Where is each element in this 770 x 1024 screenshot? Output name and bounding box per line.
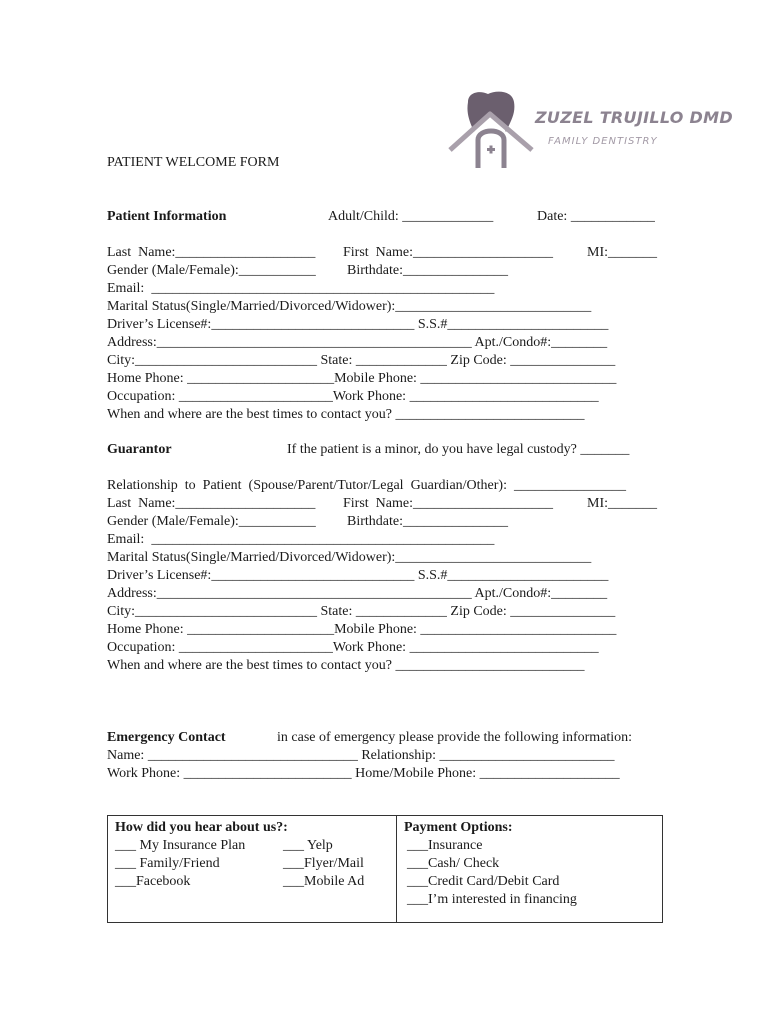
payment-option-card[interactable]: ___Credit Card/Debit Card: [407, 874, 560, 889]
patient-city-field[interactable]: City:__________________________ State: _____________ Zip Code: _______________: [107, 353, 616, 368]
box-divider: [396, 816, 397, 922]
hear-option-mobile-ad[interactable]: ___Mobile Ad: [283, 874, 365, 889]
referral-payment-box: [107, 815, 663, 923]
hear-about-heading: How did you hear about us?:: [115, 820, 288, 835]
guarantor-custody-field[interactable]: If the patient is a minor, do you have legal custody? _______: [287, 442, 630, 457]
patient-info-heading: Patient Information: [107, 209, 227, 224]
guarantor-best-times-field[interactable]: When and where are the best times to contact you? ___________________________: [107, 658, 585, 673]
guarantor-last-name-field[interactable]: Last Name:____________________: [107, 496, 316, 511]
guarantor-first-name-field[interactable]: First Name:____________________: [343, 496, 553, 511]
hear-option-flyer[interactable]: ___Flyer/Mail: [283, 856, 364, 871]
payment-option-cash[interactable]: ___Cash/ Check: [407, 856, 500, 871]
guarantor-birthdate-field[interactable]: Birthdate:_______________: [347, 514, 508, 529]
tooth-house-icon: [440, 88, 675, 170]
guarantor-address-field[interactable]: Address:_____________________________________________ Apt./Condo#:________: [107, 586, 608, 601]
payment-option-financing[interactable]: ___I’m interested in financing: [407, 892, 577, 907]
patient-occupation-field[interactable]: Occupation: ______________________Work Phone: ___________________________: [107, 389, 599, 404]
guarantor-gender-field[interactable]: Gender (Male/Female):___________: [107, 514, 316, 529]
hear-option-insurance[interactable]: ___ My Insurance Plan: [115, 838, 246, 853]
hear-option-family[interactable]: ___ Family/Friend: [115, 856, 220, 871]
patient-phone-field[interactable]: Home Phone: _____________________Mobile Phone: ____________________________: [107, 371, 617, 386]
emergency-heading: Emergency Contact: [107, 730, 226, 745]
payment-option-insurance[interactable]: ___Insurance: [407, 838, 483, 853]
form-title: PATIENT WELCOME FORM: [107, 155, 280, 170]
patient-last-name-field[interactable]: Last Name:____________________: [107, 245, 316, 260]
patient-address-field[interactable]: Address:_____________________________________________ Apt./Condo#:________: [107, 335, 608, 350]
patient-best-times-field[interactable]: When and where are the best times to contact you? ___________________________: [107, 407, 585, 422]
emergency-note: in case of emergency please provide the following information:: [277, 730, 633, 745]
emergency-phone-field[interactable]: Work Phone: ________________________ Home/Mobile Phone: ____________________: [107, 766, 620, 781]
payment-heading: Payment Options:: [404, 820, 513, 835]
logo-title: ZUZEL TRUJILLO DMD: [535, 108, 733, 127]
guarantor-mi-field[interactable]: MI:_______: [587, 496, 657, 511]
patient-gender-field[interactable]: Gender (Male/Female):___________: [107, 263, 316, 278]
patient-email-field[interactable]: Email: _________________________________________________: [107, 281, 495, 296]
guarantor-occupation-field[interactable]: Occupation: ______________________Work Phone: ___________________________: [107, 640, 599, 655]
guarantor-drivers-license-field[interactable]: Driver’s License#:_____________________________ S.S.#_______________________: [107, 568, 609, 583]
guarantor-email-field[interactable]: Email: _________________________________________________: [107, 532, 495, 547]
patient-first-name-field[interactable]: First Name:____________________: [343, 245, 553, 260]
guarantor-phone-field[interactable]: Home Phone: _____________________Mobile Phone: ____________________________: [107, 622, 617, 637]
logo-tagline: FAMILY DENTISTRY: [548, 136, 658, 147]
patient-birthdate-field[interactable]: Birthdate:_______________: [347, 263, 508, 278]
emergency-name-field[interactable]: Name: ______________________________ Relationship: _________________________: [107, 748, 615, 763]
guarantor-city-field[interactable]: City:__________________________ State: _____________ Zip Code: _______________: [107, 604, 616, 619]
practice-logo: [440, 88, 675, 170]
guarantor-heading: Guarantor: [107, 442, 172, 457]
hear-option-facebook[interactable]: ___Facebook: [115, 874, 191, 889]
patient-drivers-license-field[interactable]: Driver’s License#:_____________________________ S.S.#_______________________: [107, 317, 609, 332]
patient-marital-field[interactable]: Marital Status(Single/Married/Divorced/Widower):____________________________: [107, 299, 592, 314]
guarantor-relationship-field[interactable]: Relationship to Patient (Spouse/Parent/Tutor/Legal Guardian/Other): ________________: [107, 478, 626, 493]
patient-mi-field[interactable]: MI:_______: [587, 245, 657, 260]
date-field[interactable]: Date: ____________: [537, 209, 655, 224]
guarantor-marital-field[interactable]: Marital Status(Single/Married/Divorced/Widower):____________________________: [107, 550, 592, 565]
hear-option-yelp[interactable]: ___ Yelp: [283, 838, 333, 853]
adult-child-field[interactable]: Adult/Child: _____________: [328, 209, 494, 224]
